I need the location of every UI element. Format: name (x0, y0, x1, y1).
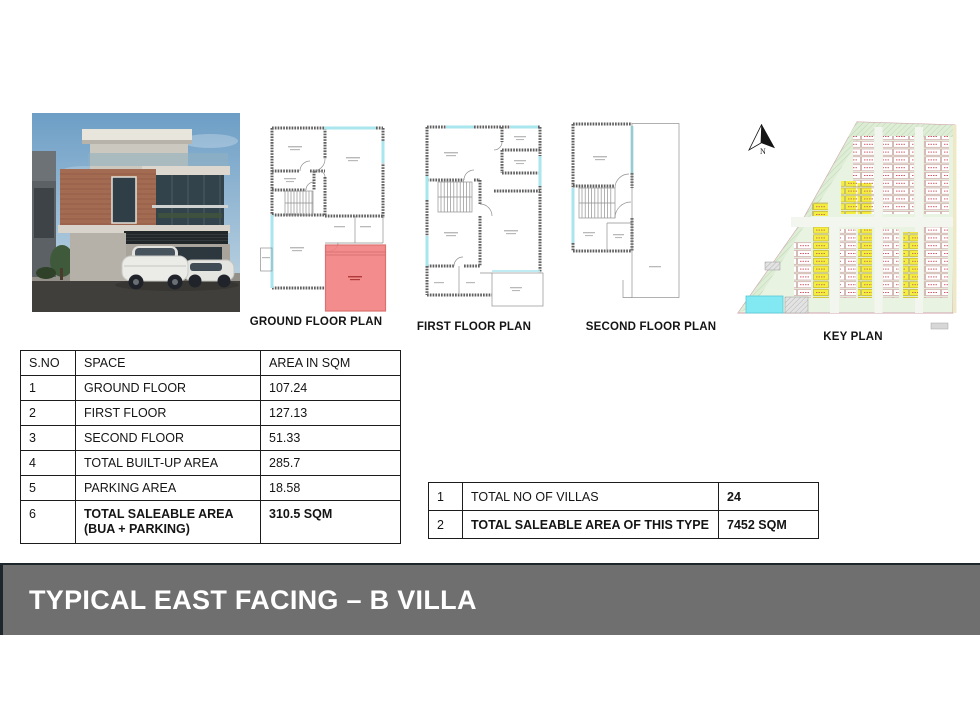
cell-space: TOTAL SALEABLE AREA (BUA + PARKING) (76, 501, 261, 544)
cell-sno: 3 (21, 426, 76, 451)
header-sno: S.NO (21, 351, 76, 376)
header-space: SPACE (76, 351, 261, 376)
cell-sno: 4 (21, 451, 76, 476)
cell-label: TOTAL NO OF VILLAS (463, 483, 719, 511)
ground-floor-plan-label: GROUND FLOOR PLAN (249, 316, 383, 328)
room-label-marks (262, 146, 371, 258)
key-plan (733, 117, 965, 332)
first-floor-plan-label: FIRST FLOOR PLAN (416, 321, 532, 333)
table-row (21, 451, 401, 476)
outside-block (931, 323, 948, 329)
table-row (429, 483, 819, 511)
cell-space: TOTAL BUILT-UP AREA (76, 451, 261, 476)
cell-sno: 1 (21, 376, 76, 401)
cell-area: 107.24 (261, 376, 401, 401)
walls (573, 124, 632, 251)
cell-sno: 6 (21, 501, 76, 544)
cell-sno: 2 (21, 401, 76, 426)
partitions-stairs (438, 142, 543, 306)
second-floor-plan-label: SECOND FLOOR PLAN (585, 321, 717, 333)
table-row (21, 401, 401, 426)
north-letter: N (760, 147, 766, 156)
first-floor-plan (424, 116, 544, 308)
north-arrow-icon (749, 124, 775, 156)
area-table-header-row (21, 351, 401, 376)
cell-area: 51.33 (261, 426, 401, 451)
key-plan-label: KEY PLAN (823, 331, 883, 343)
cell-value-highlight: 24 (719, 483, 819, 511)
cell-area: 127.13 (261, 401, 401, 426)
amenity-block-small (765, 262, 780, 270)
cell-space: SECOND FLOOR (76, 426, 261, 451)
partitions-stairs (579, 124, 679, 298)
cell-space: FIRST FLOOR (76, 401, 261, 426)
table-row (429, 511, 819, 539)
cell-space: GROUND FLOOR (76, 376, 261, 401)
cell-sno: 2 (429, 511, 463, 539)
cell-area: 285.7 (261, 451, 401, 476)
cell-label: TOTAL SALEABLE AREA OF THIS TYPE (463, 511, 719, 539)
second-floor-plan (571, 118, 683, 314)
cell-area: 18.58 (261, 476, 401, 501)
table-row (21, 376, 401, 401)
cell-space: PARKING AREA (76, 476, 261, 501)
perimeter-road (953, 125, 957, 313)
page-title: TYPICAL EAST FACING – B VILLA (29, 584, 477, 615)
cell-sno: 1 (429, 483, 463, 511)
table-row-total (21, 501, 401, 544)
ground-floor-plan (260, 121, 396, 313)
header-area: AREA IN SQM (261, 351, 401, 376)
area-table (20, 350, 401, 544)
cell-area-highlight: 310.5 SQM (261, 501, 401, 544)
table-row (21, 476, 401, 501)
villa-photo (32, 113, 240, 312)
cell-value-highlight: 7452 SQM (719, 511, 819, 539)
cell-sno: 5 (21, 476, 76, 501)
amenity-block (785, 297, 808, 313)
room-label-marks (434, 136, 526, 291)
title-banner (0, 563, 980, 635)
table-row (21, 426, 401, 451)
summary-table (428, 482, 819, 539)
water-body (746, 296, 783, 313)
